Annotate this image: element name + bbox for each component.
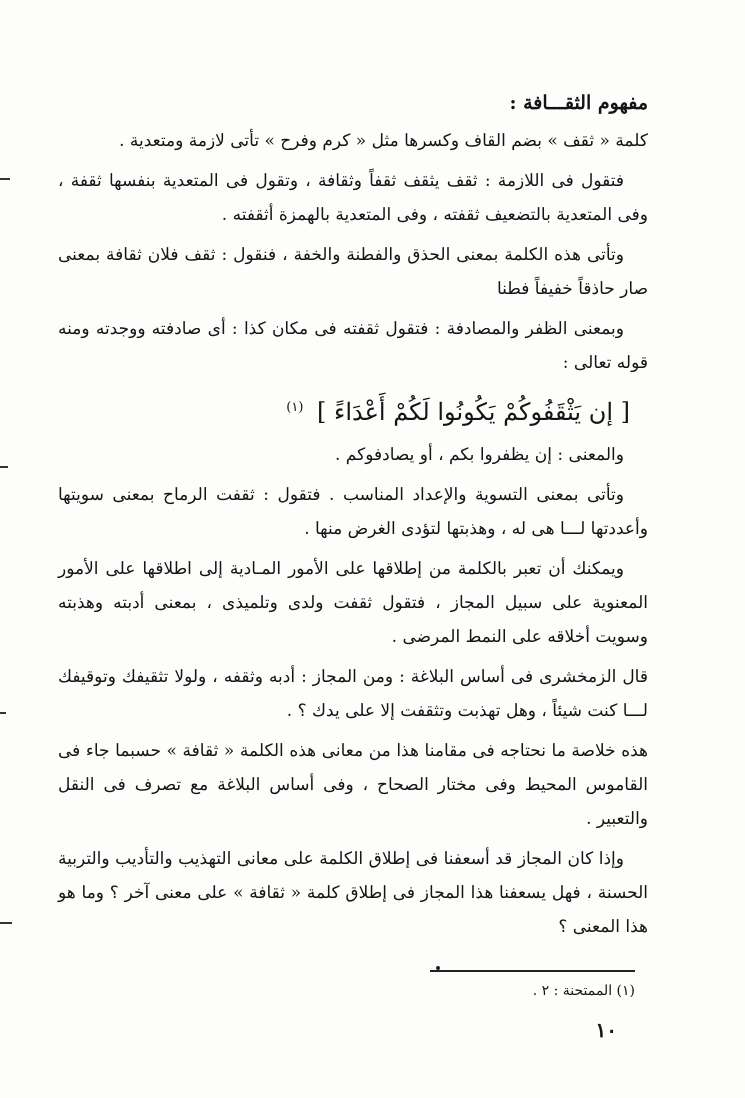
paragraph-3: وتأتى هذه الكلمة بمعنى الحذق والفطنة والخفة ، فنقول : ثقف فلان ثقافة بمعنى صار حاذقاً خفيفاً فطنا <box>58 245 648 299</box>
paragraph-8: قال الزمخشرى فى أساس البلاغة : ومن المجاز : أدبه وثقفه ، ولولا تثقيفك وتوقيفك لـــا كنت شيئاً ، وهل تهذبت وتثقفت إلا على يدك ؟ . <box>58 667 648 721</box>
paragraph-4: وبمعنى الظفر والمصادفة : فتقول ثقفته فى مكان كذا : أى صادفته ووجدته ومنه قوله تعالى : <box>58 319 648 373</box>
paragraph-1: كلمة « ثقف » بضم القاف وكسرها مثل « كرم وفرح » تأتى لازمة ومتعدية . <box>119 131 648 151</box>
paragraph-6: وتأتى بمعنى التسوية والإعداد المناسب . فتقول : ثقفت الرماح بمعنى سويتها وأعددتها لـــا هى له ، وهذبتها لتؤدى الغرض منها . <box>58 485 648 539</box>
footnote-marker: (١) <box>286 400 304 415</box>
footnote-separator <box>430 970 635 972</box>
margin-mark <box>0 712 6 714</box>
quranic-quote <box>58 386 648 434</box>
paragraph-7: ويمكنك أن تعبر بالكلمة من إطلاقها على الأمور المـادية إلى اطلاقها على الأمور المعنوية على سبيل المجاز ، فتقول ثقفت ولدى وتلميذى ، بمعنى أدبته وهذبته وسويت أخلاقه على النمط المرضى . <box>58 559 648 647</box>
page-body <box>58 88 648 950</box>
paragraph-10: وإذا كان المجاز قد أسعفنا فى إطلاق الكلمة على معانى التهذيب والتأديب والتربية الحسنة ، فهل يسعفنا هذا المجاز فى إطلاق كلمة « ثقافة » على معنى آخر ؟ وما هو هذا المعنى ؟ <box>58 849 648 937</box>
quote-text: [ إن يَثْقَفُوكُمْ يَكُونُوا لَكُمْ أَعْدَاءً ] <box>317 398 630 426</box>
section-heading: مفهوم الثقـــافة : <box>509 92 648 114</box>
page-number: ١٠ <box>595 1018 617 1042</box>
margin-mark <box>0 466 8 468</box>
margin-mark <box>0 178 10 180</box>
paragraph-5: والمعنى : إن يظفروا بكم ، أو يصادفوكم . <box>335 445 624 465</box>
margin-mark <box>0 922 12 924</box>
paragraph-9: هذه خلاصة ما نحتاجه فى مقامنا هذا من معانى هذه الكلمة « ثقافة » حسبما جاء فى القاموس المحيط وفى مختار الصحاح ، وفى أساس البلاغة مع تصرف فى النقل والتعبير . <box>58 741 648 829</box>
footnote: (١) الممتحنة : ٢ . <box>532 983 635 999</box>
paragraph-2: فتقول فى اللازمة : ثقف يثقف ثقفاً وثقافة ، وتقول فى المتعدية بنفسها ثقفة ، وفى المتعدية بالتضعيف ثقفته ، وفى المتعدية بالهمزة أثقفته . <box>58 171 648 225</box>
